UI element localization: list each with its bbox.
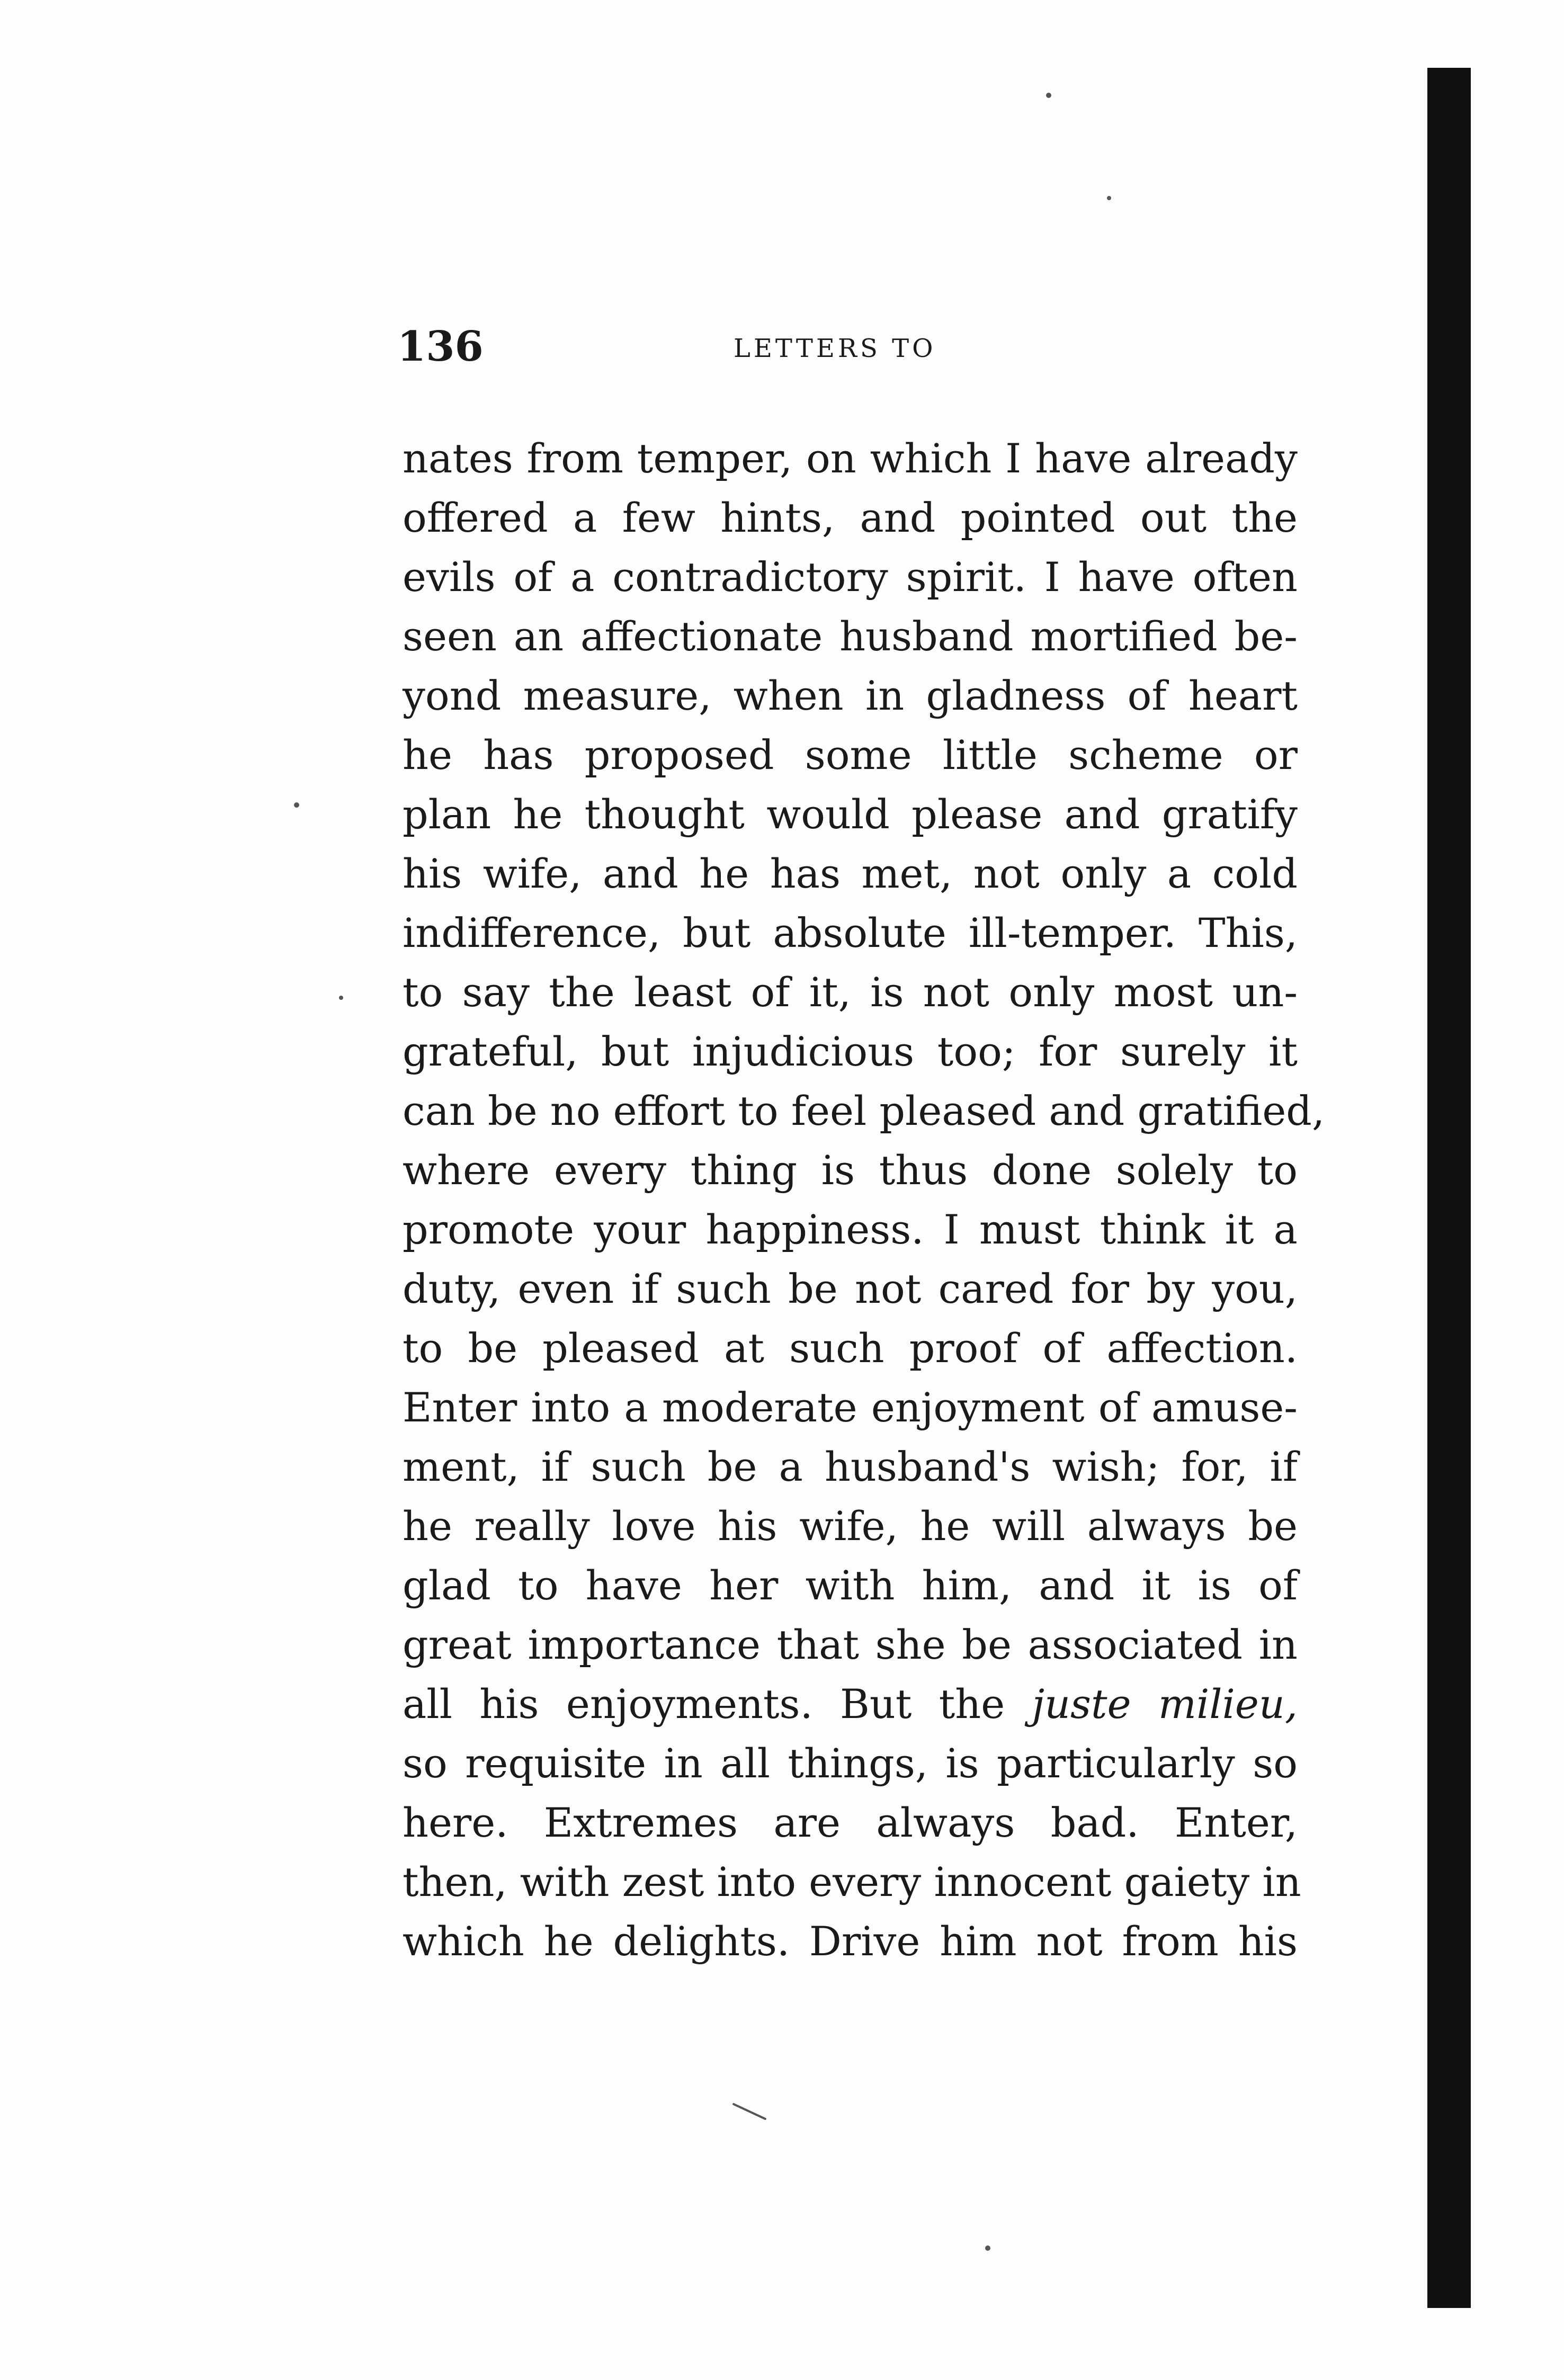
- text-line: to say the least of it, is not only most un-: [403, 969, 1298, 1016]
- speck: [1107, 196, 1111, 200]
- text-line: he has proposed some little scheme or: [403, 731, 1298, 779]
- italic-phrase: juste milieu,: [1032, 1680, 1298, 1728]
- text-line: offered a few hints, and pointed out the: [403, 494, 1298, 541]
- text-line: duty, even if such be not cared for by you,: [403, 1265, 1298, 1312]
- text-line: then, with zest into every innocent gaiety in: [403, 1858, 1301, 1905]
- speck: [985, 2245, 990, 2251]
- text-line: glad to have her with him, and it is of: [403, 1562, 1298, 1609]
- body-text: [403, 429, 1325, 1971]
- text-line: which he delights. Drive him not from his: [403, 1918, 1298, 1965]
- text-line: promote your happiness. I must think it a: [403, 1206, 1298, 1253]
- text-line: great importance that she be associated in: [403, 1621, 1298, 1668]
- text-line: where every thing is thus done solely to: [403, 1147, 1298, 1194]
- speck: [339, 996, 343, 1000]
- page-edge-shadow: [1427, 68, 1471, 2308]
- text-line: plan he thought would please and gratify: [403, 791, 1298, 838]
- text-line: can be no effort to feel pleased and gratified,: [403, 1087, 1325, 1134]
- text-line: yond measure, when in gladness of heart: [403, 672, 1298, 719]
- text-line: grateful, but injudicious too; for surely it: [403, 1028, 1298, 1075]
- text-line: his wife, and he has met, not only a cold: [403, 850, 1298, 897]
- text-line: seen an affectionate husband mortified be-: [403, 613, 1298, 660]
- speck: [732, 2102, 766, 2120]
- text-line: he really love his wife, he will always be: [403, 1502, 1298, 1550]
- page-header: [384, 318, 1311, 381]
- running-head: LETTERS TO: [734, 334, 936, 363]
- page-number: 136: [397, 323, 484, 371]
- text-line: evils of a contradictory spirit. I have often: [403, 553, 1298, 601]
- text-line: to be pleased at such proof of affection.: [403, 1325, 1298, 1372]
- speck: [1046, 93, 1051, 98]
- text-line: ment, if such be a husband's wish; for, if: [403, 1443, 1298, 1490]
- text-segment: all his enjoyments. But the: [403, 1680, 1005, 1728]
- text-line-with-italic: [403, 1675, 1298, 1734]
- text-line: nates from temper, on which I have already: [403, 435, 1298, 482]
- text-line: here. Extremes are always bad. Enter,: [403, 1799, 1298, 1846]
- text-line: so requisite in all things, is particularly so: [403, 1740, 1298, 1787]
- text-line: Enter into a moderate enjoyment of amuse-: [403, 1384, 1298, 1431]
- speck: [294, 802, 299, 808]
- text-line: indifference, but absolute ill-temper. This,: [403, 909, 1298, 956]
